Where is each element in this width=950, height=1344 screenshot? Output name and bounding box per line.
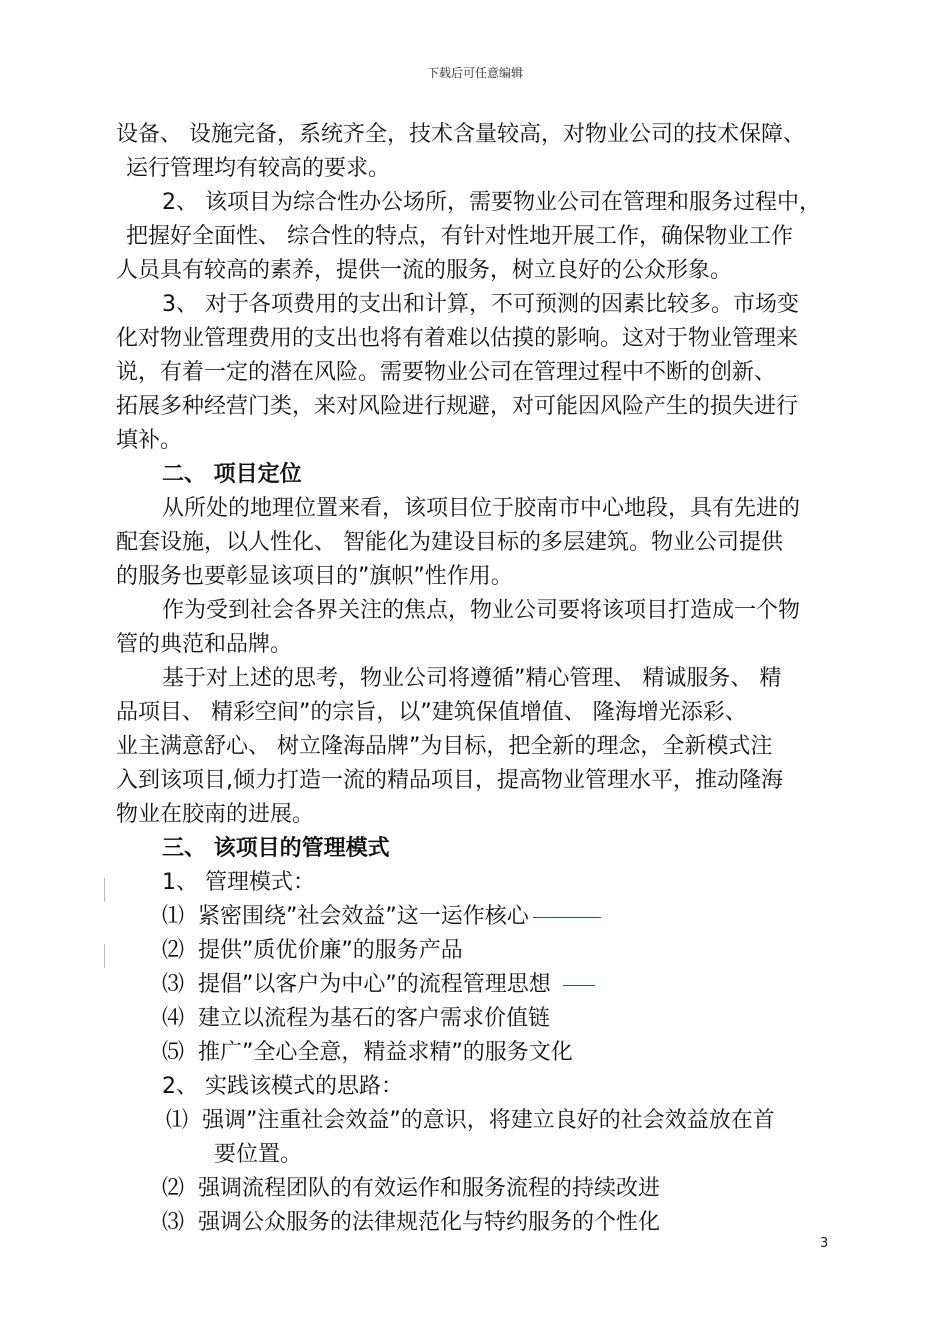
- paragraph-line: 人员具有较高的素养，提供一流的服务，树立良好的公众形象。: [116, 258, 733, 283]
- section-heading: 二、 项目定位: [162, 462, 302, 487]
- list-item-text: 强调公众服务的法律规范化与特约服务的个性化: [198, 1210, 661, 1235]
- list-marker: ⑴: [166, 1108, 189, 1133]
- list-item-text: 提倡”以客户为中心”的流程管理思想: [198, 972, 551, 997]
- page-number: 3: [820, 1236, 829, 1251]
- paragraph-line: 作为受到社会各界关注的焦点，物业公司要将该项目打造成一个物: [162, 598, 801, 623]
- list-item-text: 强调流程团队的有效运作和服务流程的持续改进: [198, 1176, 661, 1201]
- paragraph-line: 品项目、 精彩空间”的宗旨，以”建筑保值增值、 隆海增光添彩、: [116, 700, 747, 725]
- list-marker: ⑵: [162, 1176, 185, 1201]
- paragraph-line: 入到该项目,倾力打造一流的精品项目，提高物业管理水平，推动隆海: [116, 768, 783, 793]
- paragraph-line: 2、 该项目为综合性办公场所，需要物业公司在管理和服务过程中，: [162, 190, 821, 215]
- margin-mark: [104, 878, 105, 902]
- paragraph-line: 设备、 设施完备，系统齐全，技术含量较高，对物业公司的技术保障、: [116, 122, 805, 147]
- list-item: [116, 1002, 846, 1036]
- list-item: [116, 1036, 846, 1070]
- list-item-text: 推广”全心全意，精益求精”的服务文化: [198, 1040, 573, 1065]
- list-marker: ⑶: [162, 1210, 185, 1235]
- subsection-heading: 2、 实践该模式的思路：: [162, 1074, 403, 1099]
- list-marker: ⑷: [162, 1006, 185, 1031]
- paragraph-line: 物业在胶南的进展。: [116, 802, 315, 827]
- list-item-continuation: 要位置。: [214, 1142, 303, 1167]
- subsection-heading: 1、 管理模式：: [162, 870, 315, 895]
- paragraph-line: 运行管理均有较高的要求。: [126, 156, 391, 181]
- list-marker: ⑸: [162, 1040, 185, 1065]
- margin-mark: [104, 944, 105, 968]
- list-item-text: 提供”质优价廉”的服务产品: [198, 938, 463, 963]
- list-item-text: 强调”注重社会效益”的意识，将建立良好的社会效益放在首: [202, 1108, 775, 1133]
- paragraph-line: 从所处的地理位置来看，该项目位于胶南市中心地段，具有先进的: [162, 496, 801, 521]
- paragraph-line: 3、 对于各项费用的支出和计算，不可预测的因素比较多。市场变: [162, 292, 799, 317]
- page-header-note: 下载后可任意编辑: [426, 66, 523, 80]
- list-item: [116, 1104, 846, 1138]
- section-heading: 三、 该项目的管理模式: [162, 836, 390, 861]
- paragraph-line: 填补。: [116, 428, 183, 453]
- list-item: [116, 900, 846, 934]
- paragraph-line: 说，有着一定的潜在风险。需要物业公司在管理过程中不断的创新、: [116, 360, 777, 385]
- connector-line: [533, 917, 601, 918]
- paragraph-line: 业主满意舒心、 树立隆海品牌”为目标，把全新的理念，全新模式注: [116, 734, 773, 759]
- list-item: [116, 1172, 846, 1206]
- list-item-text: 建立以流程为基石的客户需求价值链: [198, 1006, 551, 1031]
- list-item: [116, 934, 846, 968]
- document-body: [116, 118, 846, 1240]
- paragraph-line: 的服务也要彰显该项目的”旗帜”性作用。: [116, 564, 513, 589]
- list-item: [116, 968, 846, 1002]
- paragraph-line: 把握好全面性、 综合性的特点，有针对性地开展工作，确保物业工作: [126, 224, 793, 249]
- list-item: [116, 1206, 846, 1240]
- paragraph-line: 拓展多种经营门类，来对风险进行规避，对可能因风险产生的损失进行: [116, 394, 799, 419]
- paragraph-line: 配套设施，以人性化、 智能化为建设目标的多层建筑。物业公司提供: [116, 530, 783, 555]
- list-marker: ⑴: [162, 904, 185, 929]
- paragraph-line: 化对物业管理费用的支出也将有着难以估摸的影响。这对于物业管理来: [116, 326, 799, 351]
- connector-line: [563, 985, 595, 986]
- list-marker: ⑵: [162, 938, 185, 963]
- paragraph-line: 基于对上述的思考，物业公司将遵循”精心管理、 精诚服务、 精: [162, 666, 782, 691]
- paragraph-line: 管的典范和品牌。: [116, 632, 293, 657]
- list-marker: ⑶: [162, 972, 185, 997]
- list-item-text: 紧密围绕”社会效益”这一运作核心: [198, 904, 529, 929]
